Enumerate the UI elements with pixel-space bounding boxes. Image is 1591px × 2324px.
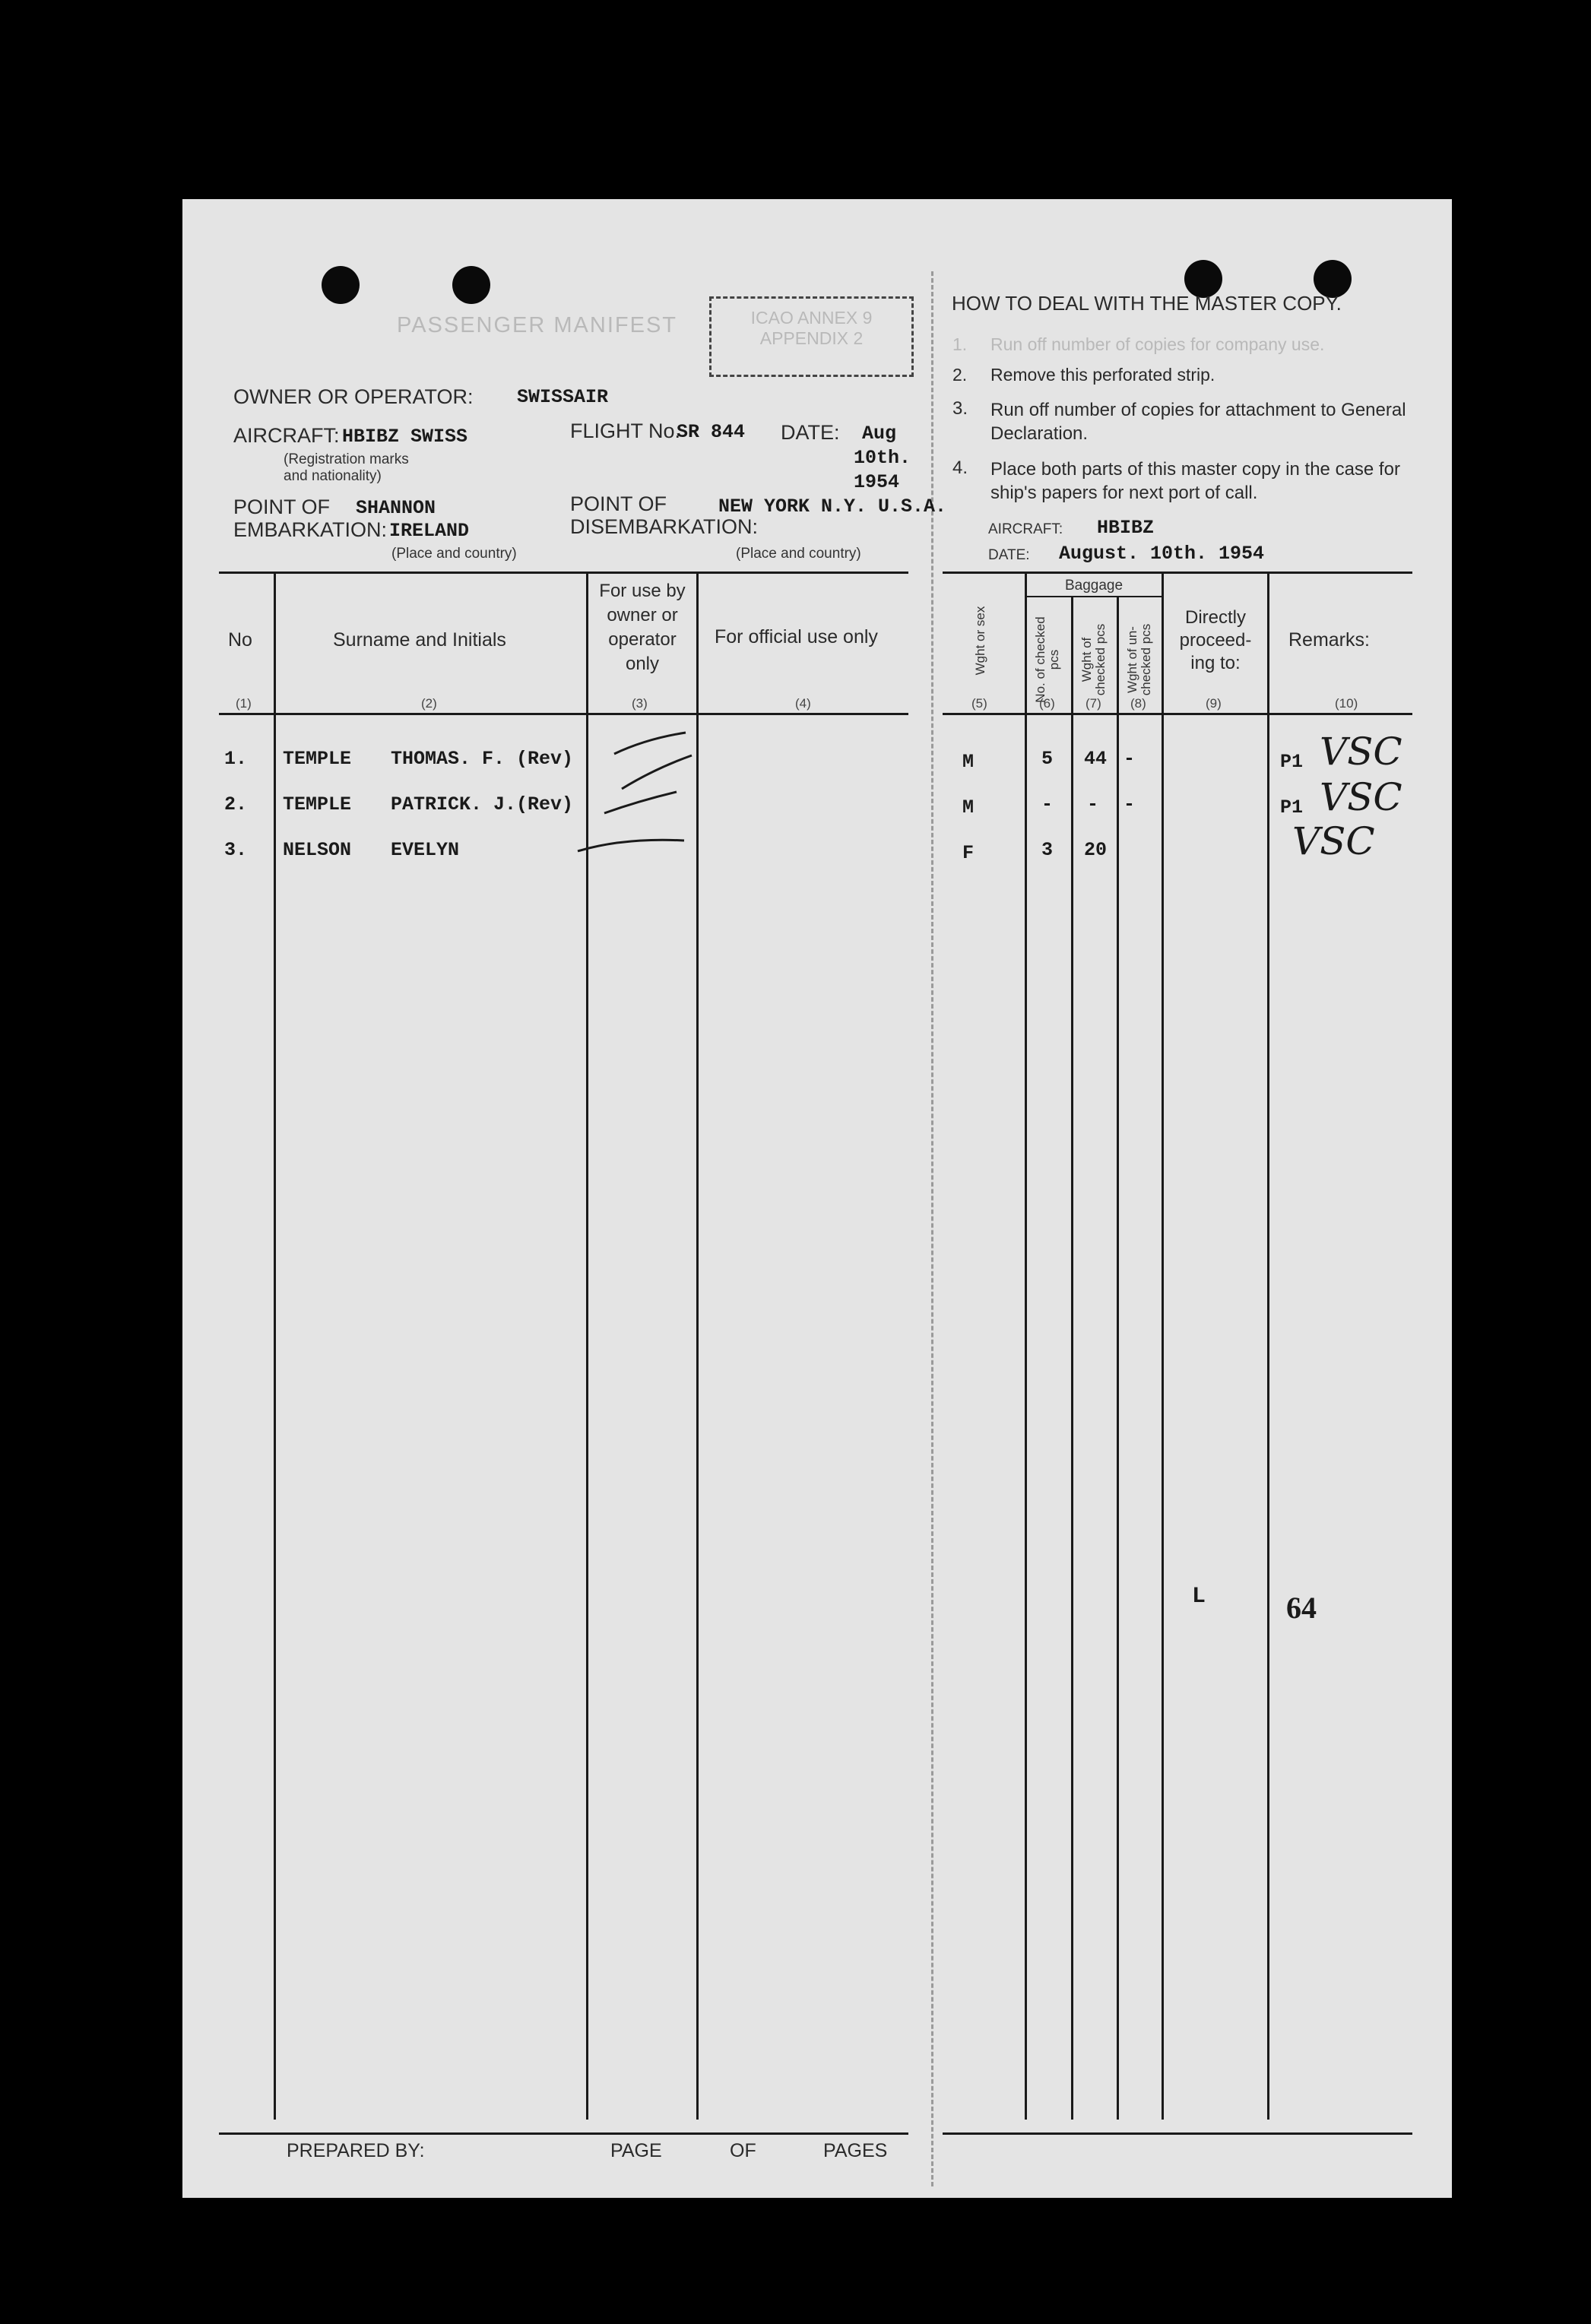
row-3-sex: F bbox=[962, 842, 975, 864]
embark-value-2: IRELAND bbox=[389, 520, 470, 542]
row-2-given: PATRICK. J.(Rev) bbox=[391, 793, 574, 815]
baggage-rule bbox=[1025, 596, 1162, 597]
col-index: (3) bbox=[632, 696, 648, 711]
stamp-letter: L bbox=[1192, 1584, 1206, 1610]
col-header-directly: Directly proceed-ing to: bbox=[1179, 607, 1252, 673]
embark-label-2: EMBARKATION: bbox=[233, 518, 388, 541]
row-1-weight: 44 bbox=[1084, 748, 1108, 770]
row-3-surname: NELSON bbox=[283, 839, 352, 861]
footer-pages: PAGES bbox=[823, 2140, 888, 2161]
disembark-note: (Place and country) bbox=[736, 546, 861, 562]
row-3-given: EVELYN bbox=[391, 839, 460, 861]
column-divider bbox=[274, 573, 276, 2120]
instructions-date-value: August. 10th. 1954 bbox=[1059, 543, 1265, 565]
punch-hole bbox=[322, 266, 360, 304]
col-header-wght-unchecked: Wght of un-checked pcs bbox=[1125, 623, 1153, 696]
column-divider bbox=[1117, 597, 1119, 2120]
icao-line-1: ICAO ANNEX 9 bbox=[750, 308, 873, 328]
instruction-1-num: 1. bbox=[952, 334, 968, 354]
date-line-3: 1954 bbox=[854, 471, 900, 493]
icao-box bbox=[709, 296, 914, 377]
row-2-surname: TEMPLE bbox=[283, 793, 352, 815]
column-divider bbox=[1162, 573, 1164, 2120]
handwritten-marks bbox=[563, 716, 715, 868]
disembark-label-1: POINT OF bbox=[570, 492, 667, 515]
footer-of: OF bbox=[730, 2140, 756, 2161]
col-header-surname: Surname and Initials bbox=[333, 629, 506, 651]
perforation-line bbox=[931, 271, 933, 2186]
header-rule bbox=[219, 713, 908, 715]
col-header-weight-sex: Wght or sex bbox=[973, 606, 987, 676]
col-index: (7) bbox=[1085, 696, 1101, 711]
col-header-official: For official use only bbox=[715, 626, 878, 647]
row-1-sex: M bbox=[962, 751, 975, 773]
footer-page: PAGE bbox=[610, 2140, 662, 2161]
col-index: (2) bbox=[421, 696, 437, 711]
row-2-sex: M bbox=[962, 796, 975, 818]
instruction-3-text: Run off number of copies for attachment to General Declaration. bbox=[990, 400, 1406, 444]
date-label: DATE: bbox=[781, 421, 840, 444]
instructions-date-label: DATE: bbox=[988, 547, 1030, 563]
instructions-aircraft-value: HBIBZ bbox=[1097, 517, 1155, 539]
row-1-pcs: 5 bbox=[1041, 748, 1054, 770]
disembark-value: NEW YORK N.Y. U.S.A. bbox=[718, 496, 947, 518]
col-header-num-checked: No. of checked pcs bbox=[1033, 616, 1061, 703]
manifest-sheet bbox=[182, 199, 1452, 2198]
row-1-surname: TEMPLE bbox=[283, 748, 352, 770]
row-3-remark: VSC bbox=[1292, 819, 1375, 863]
icao-line-2: APPENDIX 2 bbox=[759, 328, 864, 348]
row-1-remark-prefix: P1 bbox=[1280, 751, 1304, 773]
col-header-owner-use: For use by owner or operator only bbox=[599, 581, 686, 674]
row-3-pcs: 3 bbox=[1041, 839, 1054, 861]
col-index: (5) bbox=[971, 696, 987, 711]
col-index: (4) bbox=[795, 696, 811, 711]
table-top-rule bbox=[219, 572, 908, 574]
instruction-2-text: Remove this perforated strip. bbox=[990, 365, 1215, 385]
flight-label: FLIGHT No. bbox=[570, 420, 681, 442]
embark-label-1: POINT OF bbox=[233, 496, 331, 518]
aircraft-note-2: and nationality) bbox=[284, 468, 382, 484]
stamp-number: 64 bbox=[1286, 1591, 1317, 1625]
row-2-unchecked: - bbox=[1124, 793, 1136, 815]
row-2-weight: - bbox=[1087, 793, 1099, 815]
column-divider bbox=[1267, 573, 1269, 2120]
col-index: (1) bbox=[236, 696, 252, 711]
row-3-weight: 20 bbox=[1084, 839, 1108, 861]
embark-value-1: SHANNON bbox=[356, 497, 436, 519]
col-header-remarks: Remarks: bbox=[1288, 629, 1370, 651]
embark-note: (Place and country) bbox=[391, 546, 517, 562]
row-1-remark: VSC bbox=[1320, 730, 1402, 774]
instructions-heading: HOW TO DEAL WITH THE MASTER COPY. bbox=[952, 292, 1342, 315]
flight-value: SR 844 bbox=[677, 421, 746, 443]
disembark-label-2: DISEMBARKATION: bbox=[570, 515, 759, 538]
instruction-2-num: 2. bbox=[952, 365, 968, 385]
footer-prepared-by: PREPARED BY: bbox=[287, 2140, 425, 2161]
row-2-no: 2. bbox=[224, 793, 248, 815]
aircraft-note-1: (Registration marks bbox=[284, 451, 409, 467]
row-1-given: THOMAS. F. (Rev) bbox=[391, 748, 574, 770]
instruction-1-text: Run off number of copies for company use. bbox=[990, 334, 1325, 354]
col-index: (6) bbox=[1039, 696, 1055, 711]
col-index: (9) bbox=[1206, 696, 1222, 711]
punch-hole bbox=[452, 266, 490, 304]
col-header-no: No bbox=[228, 629, 252, 651]
col-header-baggage: Baggage bbox=[1064, 578, 1124, 594]
column-divider bbox=[1025, 573, 1027, 2120]
row-2-remark-prefix: P1 bbox=[1280, 796, 1304, 818]
instruction-4-num: 4. bbox=[952, 458, 968, 478]
date-line-2: 10th. bbox=[854, 447, 911, 469]
table-bottom-rule bbox=[219, 2132, 908, 2135]
col-header-wght-checked: Wght of checked pcs bbox=[1079, 623, 1108, 696]
table-bottom-rule bbox=[943, 2132, 1412, 2135]
instruction-3-num: 3. bbox=[952, 398, 968, 419]
row-3-no: 3. bbox=[224, 839, 248, 861]
row-1-unchecked: - bbox=[1124, 748, 1136, 770]
instruction-4-text: Place both parts of this master copy in the case for ship's papers for next port of call. bbox=[990, 459, 1400, 503]
row-2-pcs: - bbox=[1041, 793, 1054, 815]
row-1-no: 1. bbox=[224, 748, 248, 770]
date-line-1: Aug bbox=[862, 423, 897, 445]
owner-value: SWISSAIR bbox=[517, 386, 609, 408]
table-top-rule bbox=[943, 572, 1412, 574]
owner-label: OWNER OR OPERATOR: bbox=[233, 385, 474, 408]
aircraft-value: HBIBZ SWISS bbox=[342, 426, 468, 448]
instructions-aircraft-label: AIRCRAFT: bbox=[988, 521, 1063, 537]
col-index: (8) bbox=[1130, 696, 1146, 711]
form-title: PASSENGER MANIFEST bbox=[397, 313, 678, 337]
aircraft-label: AIRCRAFT: bbox=[233, 424, 340, 447]
header-rule bbox=[943, 713, 1412, 715]
column-divider bbox=[1071, 597, 1073, 2120]
col-index: (10) bbox=[1335, 696, 1358, 711]
row-2-remark: VSC bbox=[1320, 775, 1402, 819]
